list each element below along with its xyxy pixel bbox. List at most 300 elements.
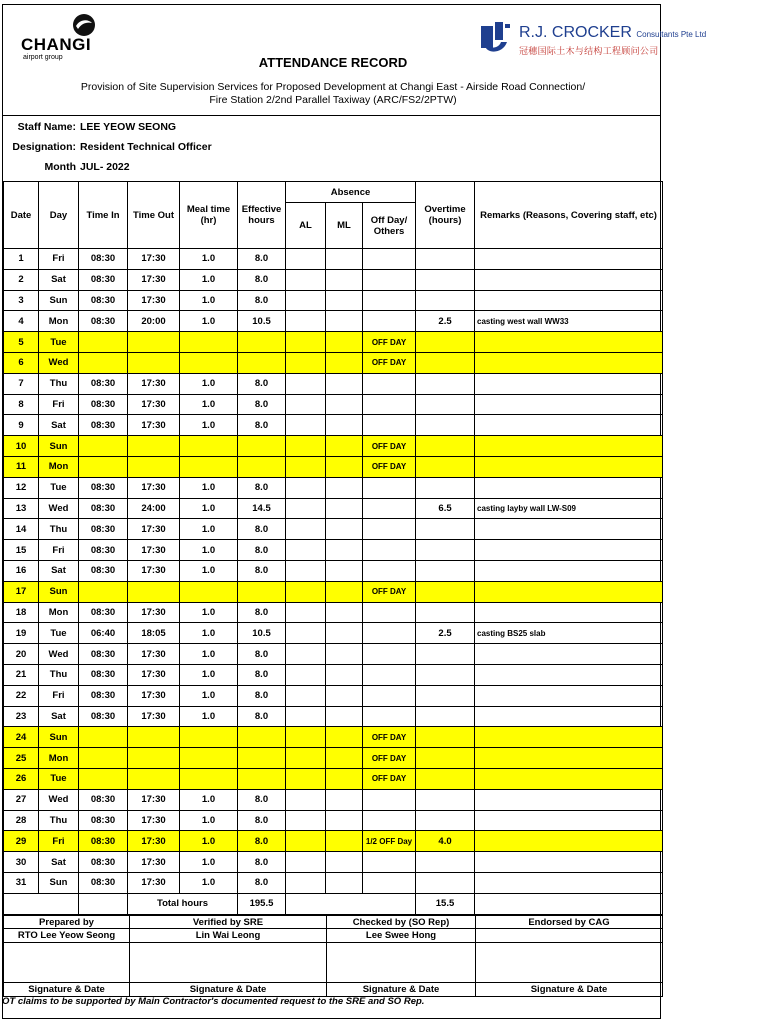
cell-remarks xyxy=(475,852,663,873)
cell-date: 9 xyxy=(4,415,39,436)
cell-effective: 8.0 xyxy=(238,290,286,311)
cell-al xyxy=(286,727,326,748)
table-row xyxy=(4,352,663,373)
cell-time-out: 17:30 xyxy=(128,706,180,727)
cell-remarks xyxy=(475,685,663,706)
cell-remarks xyxy=(475,290,663,311)
cell-remarks xyxy=(475,748,663,769)
cell-remarks xyxy=(475,373,663,394)
cell-time-in: 08:30 xyxy=(79,706,128,727)
cell-time-out xyxy=(128,456,180,477)
cell-effective: 10.5 xyxy=(238,623,286,644)
cell-effective xyxy=(238,768,286,789)
cell-al xyxy=(286,852,326,873)
cell-meal: 1.0 xyxy=(180,290,238,311)
sheet-header xyxy=(3,5,707,116)
cell-ml xyxy=(326,872,363,893)
cell-overtime xyxy=(416,249,475,270)
cell-remarks xyxy=(475,436,663,457)
cell-overtime xyxy=(416,581,475,602)
cell-effective xyxy=(238,581,286,602)
col-overtime: Overtime (hours) xyxy=(416,182,475,249)
cell-offday xyxy=(363,789,416,810)
cell-ml xyxy=(326,373,363,394)
cell-day: Sat xyxy=(39,852,79,873)
totals-row xyxy=(4,893,663,914)
cell-time-in: 08:30 xyxy=(79,685,128,706)
cell-time-out: 17:30 xyxy=(128,394,180,415)
cell-day: Sat xyxy=(39,415,79,436)
col-remarks: Remarks (Reasons, Covering staff, etc) xyxy=(475,182,663,249)
total-effective-hours: 195.5 xyxy=(238,893,286,914)
cell-meal: 1.0 xyxy=(180,560,238,581)
cell-time-out: 18:05 xyxy=(128,623,180,644)
cell-remarks xyxy=(475,415,663,436)
cell-blank xyxy=(286,893,416,914)
table-row xyxy=(4,831,663,852)
prepared-label: Prepared by xyxy=(4,916,130,929)
table-row xyxy=(4,249,663,270)
cell-meal: 1.0 xyxy=(180,415,238,436)
cell-day: Tue xyxy=(39,332,79,353)
cell-meal: 1.0 xyxy=(180,623,238,644)
cell-meal: 1.0 xyxy=(180,810,238,831)
cell-ml xyxy=(326,436,363,457)
table-row xyxy=(4,560,663,581)
cell-ml xyxy=(326,498,363,519)
cell-remarks xyxy=(475,249,663,270)
cell-time-out: 20:00 xyxy=(128,311,180,332)
cell-time-out xyxy=(128,332,180,353)
cell-time-in: 08:30 xyxy=(79,477,128,498)
cell-remarks xyxy=(475,394,663,415)
document-title: ATTENDANCE RECORD xyxy=(258,55,408,70)
cell-time-in: 08:30 xyxy=(79,789,128,810)
table-row xyxy=(4,436,663,457)
cell-meal xyxy=(180,768,238,789)
cell-ml xyxy=(326,768,363,789)
cell-remarks xyxy=(475,581,663,602)
table-row xyxy=(4,581,663,602)
cell-time-out xyxy=(128,768,180,789)
cell-ml xyxy=(326,519,363,540)
changi-bird-icon xyxy=(71,13,97,37)
cell-date: 19 xyxy=(4,623,39,644)
cell-remarks xyxy=(475,789,663,810)
cell-ml xyxy=(326,249,363,270)
rjc-name: R.J. CROCKER Consultants Pte Ltd xyxy=(519,24,707,41)
cell-time-in xyxy=(79,748,128,769)
table-row xyxy=(4,477,663,498)
cell-time-in: 08:30 xyxy=(79,644,128,665)
cell-time-in: 08:30 xyxy=(79,519,128,540)
cell-day: Wed xyxy=(39,644,79,665)
cell-date: 31 xyxy=(4,872,39,893)
cell-offday: 1/2 OFF Day xyxy=(363,831,416,852)
cell-time-in xyxy=(79,581,128,602)
cell-meal: 1.0 xyxy=(180,477,238,498)
cell-day: Fri xyxy=(39,685,79,706)
cell-overtime xyxy=(416,415,475,436)
verified-label: Verified by SRE xyxy=(130,916,327,929)
table-row xyxy=(4,789,663,810)
cell-meal: 1.0 xyxy=(180,519,238,540)
cell-al xyxy=(286,519,326,540)
table-row xyxy=(4,602,663,623)
designation: Resident Technical Officer xyxy=(80,141,212,153)
cell-blank xyxy=(475,893,663,914)
cell-overtime xyxy=(416,706,475,727)
cell-ml xyxy=(326,394,363,415)
cell-al xyxy=(286,249,326,270)
col-meal: Meal time (hr) xyxy=(180,182,238,249)
cell-time-in: 08:30 xyxy=(79,560,128,581)
cell-time-in xyxy=(79,436,128,457)
verified-name: Lin Wai Leong xyxy=(130,929,327,943)
cell-al xyxy=(286,436,326,457)
prepared-signature-space xyxy=(4,943,130,983)
cell-day: Wed xyxy=(39,789,79,810)
verified-signature-date: Signature & Date xyxy=(130,983,327,997)
cell-offday xyxy=(363,249,416,270)
cell-ml xyxy=(326,748,363,769)
cell-ml xyxy=(326,831,363,852)
cell-effective xyxy=(238,456,286,477)
cell-ml xyxy=(326,311,363,332)
month-label: Month xyxy=(44,161,76,173)
cell-overtime xyxy=(416,748,475,769)
cell-overtime xyxy=(416,852,475,873)
cell-overtime xyxy=(416,269,475,290)
cell-date: 26 xyxy=(4,768,39,789)
cell-meal: 1.0 xyxy=(180,602,238,623)
cell-overtime xyxy=(416,290,475,311)
cell-time-out xyxy=(128,581,180,602)
cell-time-out: 17:30 xyxy=(128,249,180,270)
cell-remarks xyxy=(475,872,663,893)
table-row xyxy=(4,269,663,290)
cell-overtime xyxy=(416,810,475,831)
cell-overtime xyxy=(416,456,475,477)
cell-al xyxy=(286,768,326,789)
cell-al xyxy=(286,540,326,561)
cell-effective: 8.0 xyxy=(238,249,286,270)
cell-time-out: 17:30 xyxy=(128,685,180,706)
staff-info xyxy=(3,115,660,182)
cell-time-out: 17:30 xyxy=(128,852,180,873)
cell-meal: 1.0 xyxy=(180,249,238,270)
cell-date: 24 xyxy=(4,727,39,748)
cell-effective xyxy=(238,436,286,457)
cell-date: 11 xyxy=(4,456,39,477)
cell-day: Thu xyxy=(39,664,79,685)
checked-signature-space xyxy=(327,943,476,983)
cell-overtime xyxy=(416,560,475,581)
month: JUL- 2022 xyxy=(80,161,130,173)
cell-remarks xyxy=(475,768,663,789)
cell-meal: 1.0 xyxy=(180,498,238,519)
cell-effective: 8.0 xyxy=(238,540,286,561)
cell-effective: 8.0 xyxy=(238,789,286,810)
cell-meal xyxy=(180,332,238,353)
cell-date: 23 xyxy=(4,706,39,727)
table-row xyxy=(4,311,663,332)
cell-offday xyxy=(363,810,416,831)
cell-offday xyxy=(363,623,416,644)
col-al: AL xyxy=(286,203,326,249)
cell-meal: 1.0 xyxy=(180,269,238,290)
table-row xyxy=(4,290,663,311)
cell-overtime xyxy=(416,789,475,810)
cell-day: Wed xyxy=(39,498,79,519)
endorsed-signature-date: Signature & Date xyxy=(476,983,663,997)
cell-meal: 1.0 xyxy=(180,852,238,873)
cell-date: 18 xyxy=(4,602,39,623)
cell-meal xyxy=(180,727,238,748)
cell-time-in: 08:30 xyxy=(79,602,128,623)
cell-day: Mon xyxy=(39,456,79,477)
cell-al xyxy=(286,872,326,893)
cell-ml xyxy=(326,540,363,561)
cell-offday xyxy=(363,602,416,623)
cell-ml xyxy=(326,581,363,602)
cell-blank xyxy=(4,893,79,914)
cell-day: Tue xyxy=(39,623,79,644)
cell-overtime xyxy=(416,373,475,394)
cell-date: 17 xyxy=(4,581,39,602)
cell-time-out xyxy=(128,352,180,373)
cell-remarks xyxy=(475,332,663,353)
cell-remarks xyxy=(475,540,663,561)
cell-effective xyxy=(238,352,286,373)
cell-overtime xyxy=(416,602,475,623)
cell-overtime xyxy=(416,436,475,457)
rjc-mark-icon xyxy=(481,22,511,54)
cell-overtime: 4.0 xyxy=(416,831,475,852)
changi-logo: CHANGI airport group xyxy=(21,13,111,59)
cell-ml xyxy=(326,810,363,831)
cell-remarks xyxy=(475,352,663,373)
cell-time-out: 17:30 xyxy=(128,269,180,290)
cell-ml xyxy=(326,269,363,290)
cell-day: Fri xyxy=(39,540,79,561)
cell-day: Sun xyxy=(39,436,79,457)
table-row xyxy=(4,852,663,873)
cell-overtime xyxy=(416,768,475,789)
cell-effective: 8.0 xyxy=(238,394,286,415)
cell-date: 12 xyxy=(4,477,39,498)
cell-day: Sat xyxy=(39,269,79,290)
table-row xyxy=(4,644,663,665)
cell-day: Fri xyxy=(39,831,79,852)
cell-remarks xyxy=(475,560,663,581)
cell-effective: 8.0 xyxy=(238,872,286,893)
cell-date: 21 xyxy=(4,664,39,685)
cell-remarks xyxy=(475,810,663,831)
cell-ml xyxy=(326,727,363,748)
table-row xyxy=(4,519,663,540)
cell-time-out: 17:30 xyxy=(128,602,180,623)
cell-time-in: 08:30 xyxy=(79,810,128,831)
staff-name-label: Staff Name: xyxy=(17,121,76,133)
cell-meal xyxy=(180,436,238,457)
cell-offday xyxy=(363,498,416,519)
cell-overtime xyxy=(416,664,475,685)
total-overtime-hours: 15.5 xyxy=(416,893,475,914)
cell-effective: 8.0 xyxy=(238,685,286,706)
attendance-table xyxy=(3,181,663,915)
cell-meal: 1.0 xyxy=(180,394,238,415)
cell-time-out xyxy=(128,436,180,457)
cell-time-out: 17:30 xyxy=(128,415,180,436)
cell-time-in: 08:30 xyxy=(79,540,128,561)
cell-date: 10 xyxy=(4,436,39,457)
staff-name: LEE YEOW SEONG xyxy=(80,121,177,133)
cell-offday xyxy=(363,290,416,311)
cell-day: Tue xyxy=(39,768,79,789)
cell-remarks xyxy=(475,477,663,498)
cell-offday xyxy=(363,560,416,581)
cell-effective: 8.0 xyxy=(238,560,286,581)
cell-ml xyxy=(326,332,363,353)
cell-meal xyxy=(180,456,238,477)
cell-overtime: 2.5 xyxy=(416,311,475,332)
cell-ml xyxy=(326,415,363,436)
cell-offday: OFF DAY xyxy=(363,748,416,769)
cell-remarks xyxy=(475,831,663,852)
cell-meal: 1.0 xyxy=(180,706,238,727)
cell-meal xyxy=(180,352,238,373)
cell-time-out: 17:30 xyxy=(128,810,180,831)
cell-date: 15 xyxy=(4,540,39,561)
cell-effective: 8.0 xyxy=(238,706,286,727)
checked-signature-date: Signature & Date xyxy=(327,983,476,997)
cell-effective: 8.0 xyxy=(238,664,286,685)
cell-date: 14 xyxy=(4,519,39,540)
cell-ml xyxy=(326,664,363,685)
cell-time-out: 17:30 xyxy=(128,664,180,685)
cell-offday: OFF DAY xyxy=(363,436,416,457)
cell-date: 28 xyxy=(4,810,39,831)
col-ml: ML xyxy=(326,203,363,249)
table-row xyxy=(4,394,663,415)
cell-offday xyxy=(363,540,416,561)
cell-al xyxy=(286,602,326,623)
cell-time-in: 08:30 xyxy=(79,498,128,519)
cell-date: 22 xyxy=(4,685,39,706)
cell-day: Tue xyxy=(39,477,79,498)
signoff-table xyxy=(3,915,663,997)
cell-overtime xyxy=(416,872,475,893)
cell-date: 30 xyxy=(4,852,39,873)
cell-ml xyxy=(326,789,363,810)
cell-time-in xyxy=(79,456,128,477)
cell-offday xyxy=(363,415,416,436)
cell-ml xyxy=(326,456,363,477)
cell-day: Thu xyxy=(39,519,79,540)
cell-day: Sun xyxy=(39,727,79,748)
cell-effective: 8.0 xyxy=(238,644,286,665)
endorsed-label: Endorsed by CAG xyxy=(476,916,663,929)
col-offday: Off Day/ Others xyxy=(363,203,416,249)
cell-time-in: 08:30 xyxy=(79,872,128,893)
cell-offday xyxy=(363,852,416,873)
cell-overtime xyxy=(416,519,475,540)
cell-al xyxy=(286,664,326,685)
cell-al xyxy=(286,290,326,311)
cell-date: 27 xyxy=(4,789,39,810)
cell-day: Sun xyxy=(39,290,79,311)
cell-overtime xyxy=(416,477,475,498)
cell-al xyxy=(286,498,326,519)
cell-day: Mon xyxy=(39,602,79,623)
cell-effective: 8.0 xyxy=(238,415,286,436)
table-row xyxy=(4,685,663,706)
cell-ml xyxy=(326,685,363,706)
cell-offday xyxy=(363,311,416,332)
cell-al xyxy=(286,623,326,644)
cell-date: 6 xyxy=(4,352,39,373)
cell-overtime: 2.5 xyxy=(416,623,475,644)
cell-overtime xyxy=(416,685,475,706)
cell-effective: 8.0 xyxy=(238,269,286,290)
cell-effective: 8.0 xyxy=(238,831,286,852)
table-row xyxy=(4,664,663,685)
cell-al xyxy=(286,748,326,769)
cell-ml xyxy=(326,290,363,311)
cell-effective: 10.5 xyxy=(238,311,286,332)
cell-al xyxy=(286,810,326,831)
cell-remarks: casting layby wall LW-S09 xyxy=(475,498,663,519)
cell-remarks xyxy=(475,519,663,540)
cell-offday xyxy=(363,664,416,685)
cell-time-in: 08:30 xyxy=(79,311,128,332)
table-row xyxy=(4,810,663,831)
cell-al xyxy=(286,789,326,810)
col-time-in: Time In xyxy=(79,182,128,249)
cell-day: Thu xyxy=(39,810,79,831)
cell-ml xyxy=(326,352,363,373)
cell-offday xyxy=(363,872,416,893)
cell-time-in: 08:30 xyxy=(79,269,128,290)
cell-time-in xyxy=(79,727,128,748)
cell-meal: 1.0 xyxy=(180,664,238,685)
col-day: Day xyxy=(39,182,79,249)
cell-ml xyxy=(326,560,363,581)
cell-effective: 8.0 xyxy=(238,852,286,873)
table-row xyxy=(4,540,663,561)
table-row xyxy=(4,872,663,893)
cell-time-in: 08:30 xyxy=(79,664,128,685)
cell-offday: OFF DAY xyxy=(363,332,416,353)
checked-label: Checked by (SO Rep) xyxy=(327,916,476,929)
cell-remarks xyxy=(475,706,663,727)
cell-time-in: 08:30 xyxy=(79,415,128,436)
cell-meal xyxy=(180,581,238,602)
cell-time-out: 17:30 xyxy=(128,290,180,311)
cell-remarks: casting west wall WW33 xyxy=(475,311,663,332)
cell-al xyxy=(286,352,326,373)
designation-label: Designation: xyxy=(12,141,76,153)
cell-al xyxy=(286,332,326,353)
cell-al xyxy=(286,311,326,332)
cell-meal: 1.0 xyxy=(180,872,238,893)
cell-al xyxy=(286,456,326,477)
cell-offday: OFF DAY xyxy=(363,456,416,477)
cell-al xyxy=(286,644,326,665)
cell-remarks xyxy=(475,644,663,665)
cell-meal: 1.0 xyxy=(180,831,238,852)
